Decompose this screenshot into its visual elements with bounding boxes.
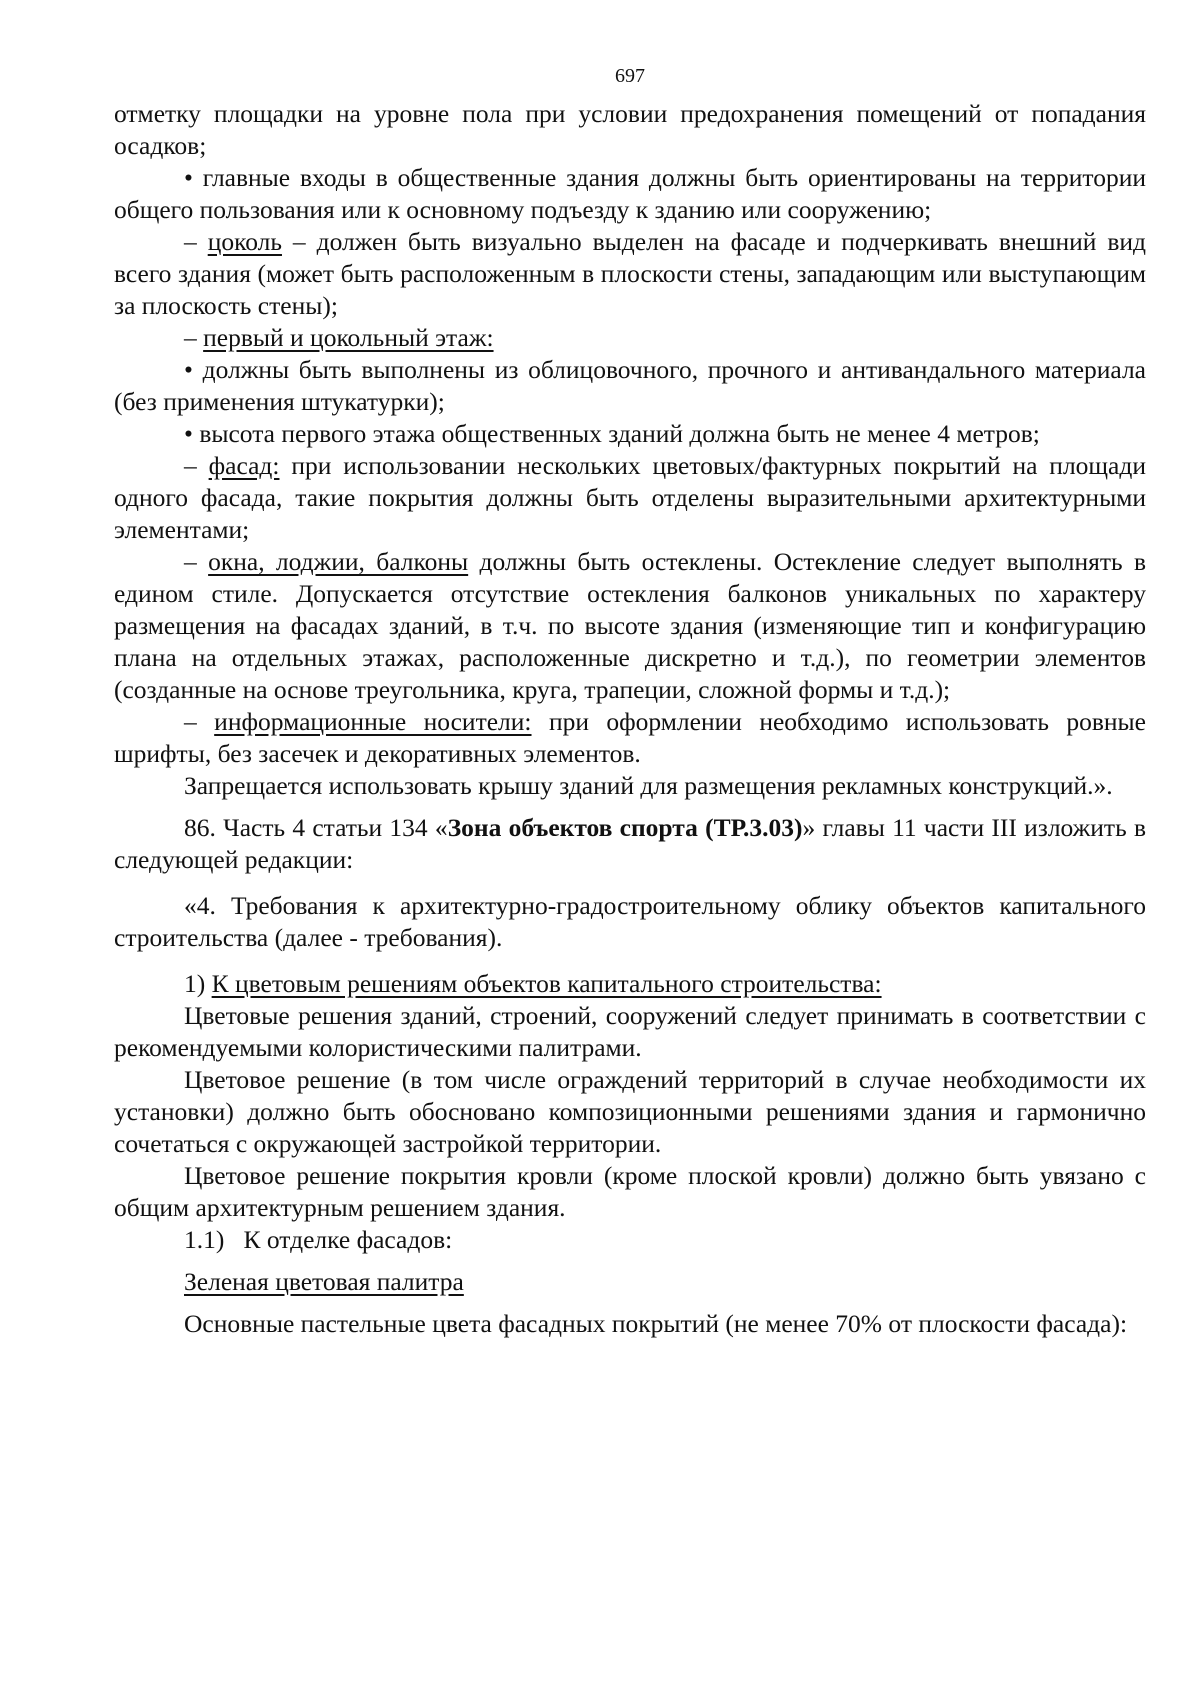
paragraph-text: «4. Требования к архитектурно-градостроительному облику объектов капитального строительства (далее - требования). xyxy=(114,891,1146,952)
bullet-icon: • xyxy=(184,355,193,384)
subheading-color-solutions xyxy=(114,968,1146,1000)
zone-title: Зона объектов спорта (ТР.3.03) xyxy=(447,813,803,842)
dash-item-first-floor xyxy=(114,322,1146,354)
paragraph-prohibition xyxy=(114,770,1146,802)
item-number: 1.1) xyxy=(184,1225,225,1254)
paragraph-color-palettes xyxy=(114,1000,1146,1064)
bullet-icon: • xyxy=(184,163,193,192)
paragraph-text: – должен быть визуально выделен на фасаде и подчеркивать внешний вид всего здания (может быть расположенным в плоскости стены, западающим или выступающим за плоскость стены); xyxy=(114,227,1147,320)
paragraph-text: высота первого этажа общественных зданий должна быть не менее 4 метров; xyxy=(199,419,1040,448)
term-info-carriers: информационные носители: xyxy=(214,707,532,736)
bullet-item-floor-height xyxy=(114,418,1146,450)
dash-marker: – xyxy=(184,547,197,576)
bullet-icon: • xyxy=(184,419,193,448)
page-number: 697 xyxy=(615,65,645,87)
term-facade: фасад: xyxy=(208,451,280,480)
term-plinth: цоколь xyxy=(207,227,282,256)
term-windows: окна, лоджии, балконы xyxy=(208,547,469,576)
dash-item-info-carriers xyxy=(114,706,1146,770)
paragraph-text: Запрещается использовать крышу зданий для размещения рекламных конструкций.». xyxy=(184,771,1113,800)
paragraph-roof-color xyxy=(114,1160,1146,1224)
paragraph-text: при оформлении необходимо использовать ровные шрифты, без засечек и декоративных элементов. xyxy=(114,707,1147,768)
dash-item-plinth xyxy=(114,226,1146,322)
dash-marker: – xyxy=(184,323,197,352)
subheading-green-palette xyxy=(114,1266,1146,1298)
subheading-text: К отделке фасадов: xyxy=(243,1225,453,1254)
item-86-prefix: 86. Часть 4 статьи 134 « xyxy=(184,813,448,842)
paragraph-text: Цветовые решения зданий, строений, сооружений следует принимать в соответствии с рекомендуемыми колористическими палитрами. xyxy=(114,1001,1146,1062)
paragraph-text: должны быть выполнены из облицовочного, прочного и антивандального материала (без применения штукатурки); xyxy=(114,355,1146,416)
dash-marker: – xyxy=(184,707,197,736)
bullet-item-cladding xyxy=(114,354,1146,418)
term-first-floor: первый и цокольный этаж: xyxy=(203,323,494,352)
dash-marker: – xyxy=(184,227,197,256)
item-number: 1) xyxy=(184,969,206,998)
item-86-suffix: » главы 11 части III изложить в следующей редакции: xyxy=(114,813,1146,874)
dash-marker: – xyxy=(184,451,197,480)
paragraph-text: главные входы в общественные здания должны быть ориентированы на территории общего пользования или к основному подъезду к зданию или сооружению; xyxy=(114,163,1147,224)
paragraph-pastel-colors xyxy=(114,1308,1146,1340)
subheading-facade-finishing xyxy=(114,1224,1146,1256)
dash-item-windows xyxy=(114,546,1146,706)
bullet-item-main-entrances xyxy=(114,162,1146,226)
paragraph-requirements-intro xyxy=(114,890,1146,954)
paragraph-text: отметку площадки на уровне пола при условии предохранения помещений от попадания осадков; xyxy=(114,99,1146,160)
subheading-text: Зеленая цветовая палитра xyxy=(184,1267,464,1296)
document-page xyxy=(114,64,1146,1340)
paragraph-text: должны быть остеклены. Остекление следует выполнять в едином стиле. Допускается отсутствие остекления балконов уникальных по характеру размещения на фасадах зданий, в т.ч. по высоте здания (изменяющие тип и конфигурацию плана на отдельных этажах, расположенные дискретно и т.д.), по геометрии элементов (созданные на основе треугольника, круга, трапеции, сложной формы и т.д.); xyxy=(114,547,1147,704)
paragraph-color-fencing xyxy=(114,1064,1146,1160)
paragraph-text: при использовании нескольких цветовых/фактурных покрытий на площади одного фасада, такие покрытия должны быть отделены выразительными архитектурными элементами; xyxy=(114,451,1147,544)
subheading-text: К цветовым решениям объектов капитального строительства: xyxy=(211,969,882,998)
paragraph-item-86 xyxy=(114,812,1146,876)
paragraph-text: Основные пастельные цвета фасадных покрытий (не менее 70% от плоскости фасада): xyxy=(184,1309,1128,1338)
paragraph-text: Цветовое решение (в том числе ограждений территорий в случае необходимости их установки) должно быть обосновано композиционными решениями здания и гармонично сочетаться с окружающей застройкой территории. xyxy=(114,1065,1146,1158)
paragraph-continuation xyxy=(114,98,1146,162)
dash-item-facade xyxy=(114,450,1146,546)
paragraph-text: Цветовое решение покрытия кровли (кроме плоской кровли) должно быть увязано с общим архитектурным решением здания. xyxy=(114,1161,1146,1222)
